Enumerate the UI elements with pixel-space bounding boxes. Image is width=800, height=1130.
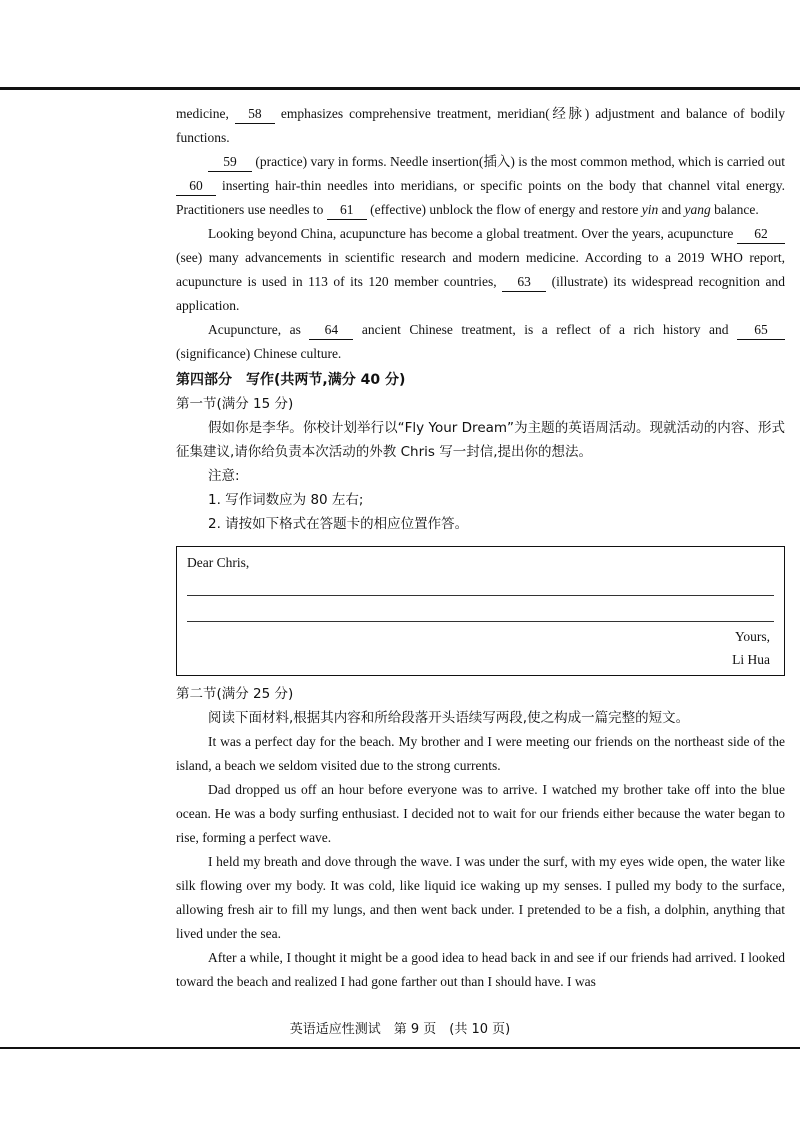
story-paragraph-3: I held my breath and dove through the wave. I was under the surf, with my eyes wide open, the water like silk flowing over my body. It was cold, like liquid ice waking up my senses. I pulled my body to the surface, allowing fresh air to fill my lungs, and then went back under. I pretended to be a fish, a dolphin, anything that lived under the sea. [176, 854, 785, 941]
section2-prompt: 阅读下面材料,根据其内容和所给段落开头语续写两段,使之构成一篇完整的短文。 [208, 710, 690, 726]
text: and [661, 202, 682, 217]
note-2: 2. 请按如下格式在答题卡的相应位置作答。 [208, 516, 469, 532]
blank-59: 59 [208, 153, 252, 172]
text: (practice) vary in forms. Needle insertion(插入) is the most common method, which is carried out [255, 154, 785, 169]
note-label: 注意: [208, 468, 240, 484]
passage-paragraph-1 [0, 102, 785, 150]
page-footer: 英语适应性测试 第 9 页 (共 10 页) [289, 1022, 511, 1037]
text: medicine, [176, 106, 229, 121]
section2-title: 第二节(满分 25 分) [176, 686, 294, 702]
text-yin: yin [641, 202, 659, 217]
letter-closing: Yours, [734, 629, 770, 644]
text: ancient Chinese treatment, is a reflect of a rich history and [361, 322, 729, 337]
letter-signature: Li Hua [732, 652, 770, 667]
blank-62: 62 [737, 225, 785, 244]
blank-65: 65 [737, 321, 785, 340]
passage-paragraph-2 [176, 150, 785, 222]
blank-63: 63 [502, 273, 546, 292]
bottom-rule [0, 1047, 800, 1049]
passage-paragraph-3 [176, 222, 785, 318]
section1-prompt: 假如你是李华。你校计划举行以“Fly Your Dream”为主题的英语周活动。现就活动的内容、形式征集建议,请你给负责本次活动的外教 Chris 写一封信,提出你的想法。 [176, 420, 785, 460]
text: emphasizes comprehensive treatment, meridian(经脉) adjustment and balance of bodily functions. [176, 106, 786, 145]
section1-title: 第一节(满分 15 分) [176, 396, 294, 412]
letter-greeting: Dear Chris, [187, 555, 250, 570]
text: balance. [714, 202, 759, 217]
top-rule [0, 87, 800, 90]
text: inserting hair-thin needles into meridians, or specific points on the body that channel vital energy. Practitioners use needles to [176, 178, 786, 217]
blank-61: 61 [327, 201, 367, 220]
answer-line [187, 621, 774, 622]
letter-format-box [176, 546, 785, 676]
text: (effective) unblock the flow of energy and restore [370, 202, 639, 217]
page-content [176, 102, 785, 994]
blank-58: 58 [235, 105, 275, 124]
part4-title: 第四部分 写作(共两节,满分 40 分) [176, 372, 406, 388]
text-yang: yang [684, 202, 711, 217]
note-1: 1. 写作词数应为 80 左右; [208, 492, 364, 508]
story-paragraph-4: After a while, I thought it might be a good idea to head back in and see if our friends had arrived. I looked toward the beach and realized I had gone farther out than I should have. I was [176, 950, 785, 989]
passage-paragraph-4 [176, 318, 785, 366]
text: Acupuncture, as [208, 322, 301, 337]
blank-60: 60 [176, 177, 216, 196]
story-paragraph-2: Dad dropped us off an hour before everyone was to arrive. I watched my brother take off into the blue ocean. He was a body surfing enthusiast. I decided not to wait for our friends either because the water began to rise, forming a perfect wave. [176, 782, 785, 845]
text: (illustrate) its widespread recognition and application. [176, 274, 785, 313]
text: Looking beyond China, acupuncture has become a global treatment. Over the years, acupuncture [208, 226, 734, 241]
answer-line [187, 595, 774, 596]
text: (significance) Chinese culture. [176, 346, 342, 361]
blank-64: 64 [309, 321, 353, 340]
story-paragraph-1: It was a perfect day for the beach. My brother and I were meeting our friends on the northeast side of the island, a beach we seldom visited due to the strong currents. [176, 734, 785, 773]
text: (see) many advancements in scientific research and modern medicine. According to a 2019 WHO report, acupuncture is used in 113 of its 120 member countries, [176, 250, 785, 289]
